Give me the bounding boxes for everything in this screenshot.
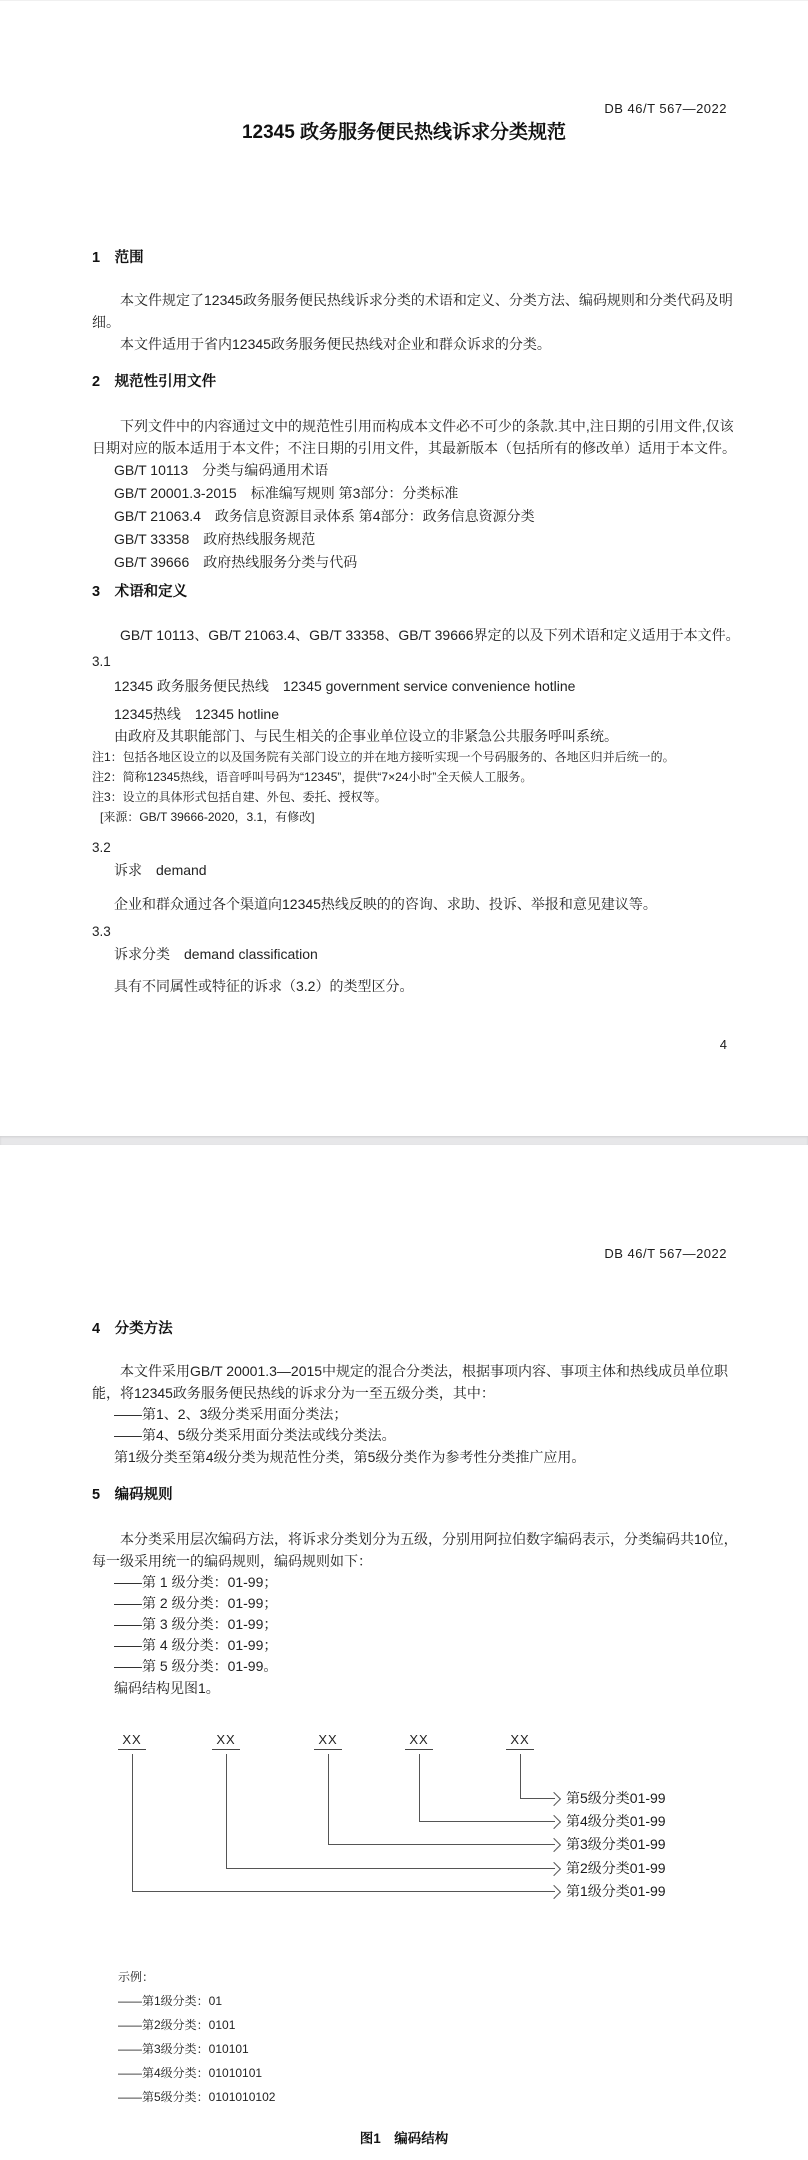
term-3-1-title: 12345 政务服务便民热线 12345 government service convenience hotline [114,678,576,694]
figure-connector-line [226,1754,227,1868]
figure-connector-line [132,1754,133,1891]
normative-reference: GB/T 21063.4 政务信息资源目录体系 第4部分：政务信息资源分类 [114,508,535,524]
term-3-3-definition: 具有不同属性或特征的诉求（3.2）的类型区分。 [114,978,414,994]
figure-xx-placeholder: XX [118,1732,146,1750]
figure-1-code-structure [0,1720,808,1980]
section-3-heading: 3 术语和定义 [92,584,188,600]
figure-caption: 图1 编码结构 [359,2131,449,2146]
section-5-list-item: ——第 2 级分类：01-99； [114,1595,278,1611]
section-5-list-item: ——第 1 级分类：01-99； [114,1574,278,1590]
example-line: ——第3级分类：010101 [118,2042,249,2056]
page-separator [0,1136,808,1145]
normative-reference: GB/T 39666 政府热线服务分类与代码 [114,554,358,570]
figure-xx-placeholder: XX [212,1732,240,1750]
arrow-right-icon [547,1885,561,1899]
example-line: ——第4级分类：01010101 [118,2066,263,2080]
page-number: 4 [719,1037,727,1052]
document-title: 12345 政务服务便民热线诉求分类规范 [241,122,567,143]
example-title: 示例： [118,1970,155,1984]
section-5-list-item: ——第 3 级分类：01-99； [114,1616,278,1632]
section-5-paragraph: 本分类采用层次编码方法，将诉求分类划分为五级，分别用阿拉伯数字编码表示，分类编码共10位，每一级采用统一的编码规则，编码规则如下： [92,1531,738,1569]
figure-example-block [118,1965,275,2109]
term-3-2-definition: 企业和群众通过各个渠道向12345热线反映的的咨询、求助、投诉、举报和意见建议等。 [114,896,657,912]
section-4-paragraph: 第1级分类至第4级分类为规范性分类，第5级分类作为参考性分类推广应用。 [114,1449,586,1465]
section-1-heading: 1 范围 [92,250,144,266]
figure-connector-line [226,1868,555,1869]
section-5-list-item: ——第 4 级分类：01-99； [114,1637,278,1653]
figure-xx-placeholder: XX [405,1732,433,1750]
term-3-1-source: [来源：GB/T 39666-2020，3.1，有修改] [100,810,315,824]
arrow-right-icon [547,1838,561,1852]
figure-connector-line [520,1754,521,1798]
section-1-paragraph: 本文件适用于省内12345政务服务便民热线对企业和群众诉求的分类。 [120,336,551,352]
section-5-heading: 5 编码规则 [92,1487,173,1503]
figure-level-label: 第4级分类01-99 [566,1813,666,1829]
term-3-1-note: 注2：简称12345热线，语音呼叫号码为“12345”，提供“7×24小时”全天候人工服务。 [92,770,533,784]
section-4-paragraph: 本文件采用GB/T 20001.3—2015中规定的混合分类法，根据事项内容、事项主体和热线成员单位职能，将12345政务服务便民热线的诉求分为一至五级分类，其中： [92,1363,729,1401]
figure-connector-line [328,1844,555,1845]
normative-reference: GB/T 20001.3-2015 标准编写规则 第3部分：分类标准 [114,485,459,501]
term-3-1-alias: 12345热线 12345 hotline [114,706,280,722]
term-3-2-number: 3.2 [92,840,111,855]
term-3-1-note: 注1：包括各地区设立的以及国务院有关部门设立的并在地方接听实现一个号码服务的、各地区归并后统一的。 [92,750,675,764]
normative-reference: GB/T 33358 政府热线服务规范 [114,531,316,547]
term-3-1-note: 注3：设立的具体形式包括自建、外包、委托、授权等。 [92,790,387,804]
figure-connector-line [328,1754,329,1844]
term-3-1-number: 3.1 [92,654,111,669]
figure-level-label: 第5级分类01-99 [566,1790,666,1806]
example-line: ——第2级分类：0101 [118,2018,236,2032]
arrow-right-icon [547,1815,561,1829]
document-code-header: DB 46/T 567—2022 [604,1246,727,1261]
document-page-2 [0,1145,808,2160]
example-line: ——第1级分类：01 [118,1994,223,2008]
term-3-1-definition: 由政府及其职能部门、与民生相关的企事业单位设立的非紧急公共服务呼叫系统。 [114,728,618,744]
term-3-2-title: 诉求 demand [114,862,207,878]
section-2-heading: 2 规范性引用文件 [92,374,217,390]
section-5-paragraph: 编码结构见图1。 [114,1680,220,1696]
arrow-right-icon [547,1862,561,1876]
document-code-header: DB 46/T 567—2022 [604,101,727,116]
example-line: ——第5级分类：0101010102 [118,2090,276,2104]
section-4-list-item: ——第1、2、3级分类采用面分类法； [114,1406,348,1422]
figure-level-label: 第2级分类01-99 [566,1860,666,1876]
term-3-3-title: 诉求分类 demand classification [114,946,318,962]
term-3-3-number: 3.3 [92,924,111,939]
figure-xx-placeholder: XX [506,1732,534,1750]
section-1-paragraph: 本文件规定了12345政务服务便民热线诉求分类的术语和定义、分类方法、编码规则和分类代码及明细。 [92,292,733,330]
arrow-right-icon [547,1792,561,1806]
section-3-intro: GB/T 10113、GB/T 21063.4、GB/T 33358、GB/T 39666界定的以及下列术语和定义适用于本文件。 [120,627,740,643]
figure-level-label: 第1级分类01-99 [566,1883,666,1899]
figure-xx-placeholder: XX [314,1732,342,1750]
normative-reference: GB/T 10113 分类与编码通用术语 [114,462,329,478]
section-2-paragraph: 下列文件中的内容通过文中的规范性引用而构成本文件必不可少的条款.其中,注日期的引用文件,仅该日期对应的版本适用于本文件；不注日期的引用文件，其最新版本（包括所有的修改单）适用于本文件。 [92,418,736,456]
section-4-list-item: ——第4、5级分类采用面分类法或线分类法。 [114,1427,396,1443]
figure-connector-line [419,1754,420,1821]
section-5-list-item: ——第 5 级分类：01-99。 [114,1658,278,1674]
figure-connector-line [419,1821,555,1822]
figure-connector-line [132,1891,555,1892]
section-4-heading: 4 分类方法 [92,1321,173,1337]
figure-level-label: 第3级分类01-99 [566,1836,666,1852]
